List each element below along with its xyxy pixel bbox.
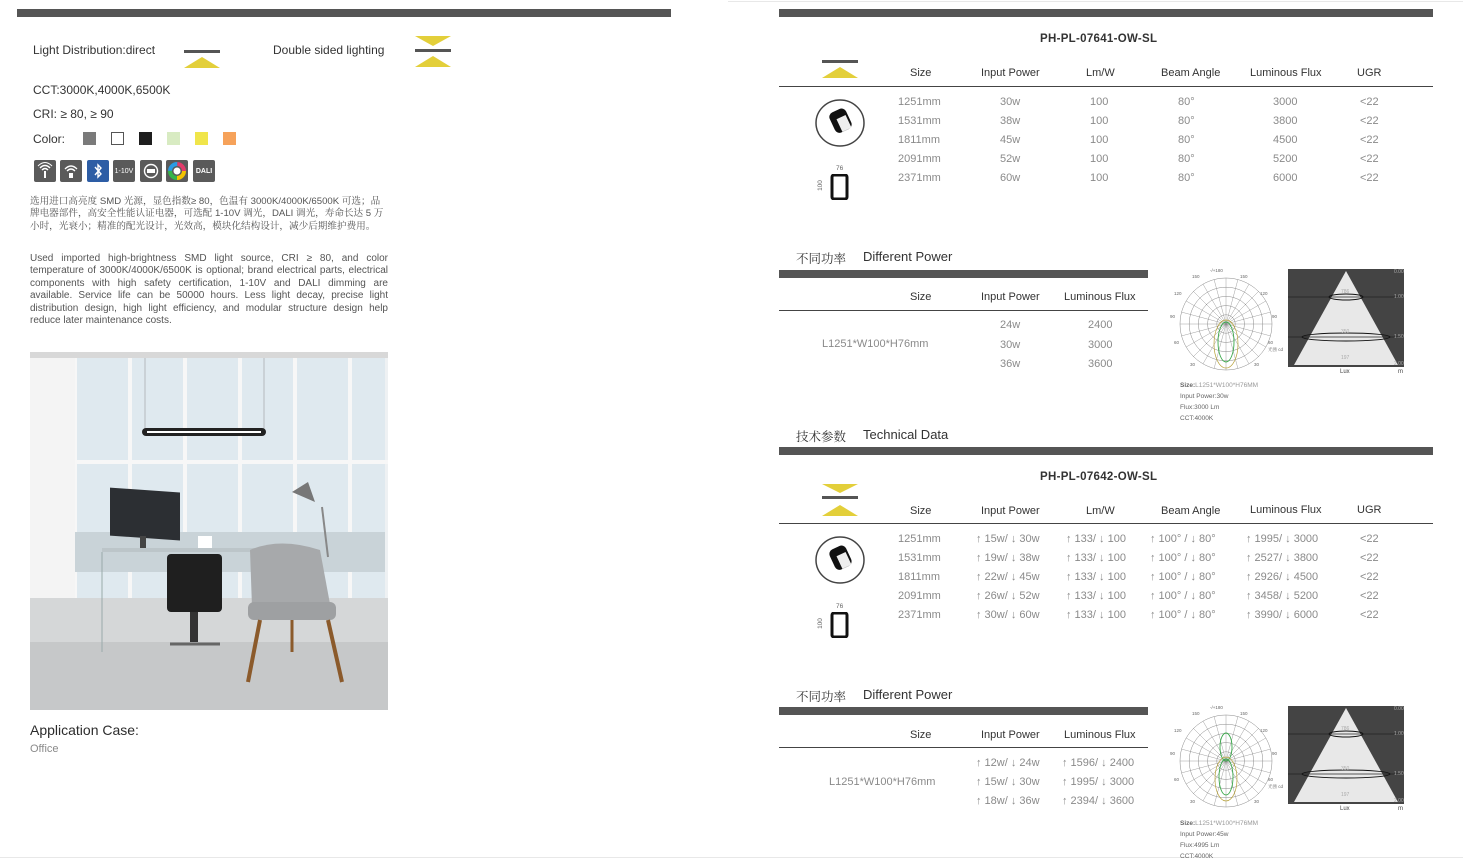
lux-label: 0.00 [1394, 706, 1404, 712]
spec-cell-ugr: <22 [1360, 590, 1379, 602]
diff-cell-input-power: 24w [1000, 319, 1021, 331]
spec-cell-input-power: 45w [1000, 134, 1021, 146]
lux-label: 197 [1341, 792, 1350, 798]
polar-label: 120 [1260, 291, 1268, 296]
polar-label: 150 [1240, 711, 1248, 716]
p2-lux-chart [1288, 706, 1404, 814]
spec-cell-ugr: <22 [1360, 134, 1379, 146]
spec-cell-beam-angle: 80° [1178, 115, 1195, 127]
spec-cell-ugr: <22 [1360, 172, 1379, 184]
bluetooth-icon [87, 160, 109, 182]
spec-cell-beam-angle: 80° [1178, 96, 1195, 108]
spec-cell-size: 1531mm [898, 115, 941, 127]
technical-data-cn: 技术参数 [796, 430, 847, 444]
p1-diff-header-size: Size [910, 291, 932, 303]
polar-label: 60 [1174, 340, 1180, 345]
lux-label: m [1398, 369, 1403, 375]
p1-photometric-cct: CCT:4000K [1180, 415, 1214, 422]
spec-cell-luminous-flux: ↑ 2926/ ↓ 4500 [1246, 571, 1319, 583]
p2-photometric-flux: Flux:4995 Lm [1180, 842, 1220, 849]
direct-light-icon [184, 48, 220, 68]
light-distribution-label: Light Distribution:direct [33, 43, 156, 57]
spec-cell-ugr: <22 [1360, 153, 1379, 165]
polar-label: 150 [1192, 711, 1200, 716]
p2-header-size: Size [910, 505, 932, 517]
p2-diff-size: L1251*W100*H76mm [829, 776, 936, 788]
spec-cell-ugr: <22 [1360, 533, 1379, 545]
spec-cell-lmw: 100 [1090, 153, 1109, 165]
spec-cell-lmw: 100 [1090, 115, 1109, 127]
spec-cell-lmw: 100 [1090, 134, 1109, 146]
p2-diff-rule [779, 747, 1148, 748]
double-sided-label: Double sided lighting [273, 43, 385, 57]
polar-label: 120 [1174, 291, 1182, 296]
spec-cell-beam-angle: ↑ 100° / ↓ 80° [1150, 609, 1216, 621]
spec-cell-input-power: 30w [1000, 96, 1021, 108]
p1-diff-power-bar [779, 270, 1148, 278]
lux-cone-diagram [1288, 269, 1404, 367]
diff-cell-input-power: 30w [1000, 338, 1021, 351]
color-swatch-gray [83, 132, 96, 145]
p2-diff-power-cn: 不同功率 [796, 690, 847, 704]
lux-label: 0.00 [1394, 269, 1404, 275]
polar-label: 60 [1174, 777, 1180, 782]
color-swatch-white [111, 132, 124, 145]
polar-diagram [1172, 268, 1282, 376]
p1-diff-rule [779, 310, 1148, 311]
p2-diff-header-size: Size [910, 729, 932, 741]
p2-header-luminous-flux: Luminous Flux [1250, 504, 1322, 516]
polar-label: 60 [1268, 777, 1274, 782]
spec-cell-luminous-flux: 6000 [1273, 172, 1298, 184]
spec-cell-beam-angle: ↑ 100° / ↓ 80° [1150, 552, 1216, 564]
page-edge-line [728, 1, 1463, 2]
spec-cell-lmw: ↑ 133/ ↓ 100 [1066, 552, 1126, 564]
lux-label: 350 [1341, 766, 1350, 772]
p1-diff-header-input-power: Input Power [981, 291, 1040, 303]
color-swatch-black [139, 132, 152, 145]
spec-cell-size: 1251mm [898, 96, 941, 108]
lux-label: 1.00 [1394, 294, 1404, 300]
spec-cell-size: 1811mm [898, 571, 940, 583]
polar-label: 光強 cd [1268, 347, 1284, 352]
spec-cell-luminous-flux: ↑ 1995/ ↓ 3000 [1246, 533, 1319, 545]
spec-cell-luminous-flux: ↑ 2527/ ↓ 3800 [1246, 552, 1319, 564]
spec-cell-size: 1531mm [898, 552, 941, 564]
description-english: Used imported high-brightness SMD light source, CRI ≥ 80, and color temperature of 3000K/4000K/6500K is optional; brand electrical parts, electrical components with high safety certification, 1-10V and DALI dimming are available. Service life can be 50000 hours. Less light decay, precise light distribution design, high light efficiency, and modular structure design help reduce later maintenance costs. [30, 253, 388, 327]
diff-cell-luminous-flux: 3600 [1088, 358, 1113, 370]
polar-label: 30 [1254, 362, 1260, 367]
spec-cell-input-power: ↑ 26w/ ↓ 52w [976, 590, 1040, 602]
lux-label: 1.00 [1394, 731, 1404, 737]
diff-cell-input-power: ↑ 18w/ ↓ 36w [976, 795, 1040, 807]
spec-cell-size: 2091mm [898, 153, 941, 165]
p1-photometric-size: Size:L1251*W100*H76MM [1180, 382, 1259, 389]
p1-header-size: Size [910, 67, 932, 79]
spec-cell-size: 1251mm [898, 533, 941, 545]
p2-diff-header-input-power: Input Power [981, 729, 1040, 741]
spec-cell-input-power: ↑ 22w/ ↓ 45w [976, 571, 1040, 583]
product2-double-icon [822, 483, 858, 517]
dali-icon: DALI [193, 160, 215, 182]
left-header-bar [17, 9, 671, 17]
spec-cell-luminous-flux: 5200 [1273, 153, 1298, 165]
p2-header-lmw: Lm/W [1086, 505, 1115, 517]
p2-table-rule [779, 523, 1433, 524]
diff-cell-input-power: ↑ 15w/ ↓ 30w [976, 776, 1040, 788]
rgb-icon [166, 160, 188, 182]
description-chinese: 选用进口高亮度 SMD 光源，显色指数≥ 80，色温有 3000K/4000K/6500K 可选；品牌电器部件，高安全性能认证电器，可选配 1-10V 调光，DALI 调光，寿命长达 5 万小时，光衰小；精准的配光设计，光效高，模块化结构设计，减少后期维护费用。 [30, 196, 384, 232]
spec-cell-input-power: 38w [1000, 115, 1021, 127]
lux-label: 1.50 [1394, 334, 1404, 340]
polar-label: 30 [1190, 799, 1196, 804]
lux-label: Lux [1340, 806, 1350, 812]
spec-cell-ugr: <22 [1360, 571, 1379, 583]
diff-cell-luminous-flux: ↑ 2394/ ↓ 3600 [1062, 795, 1135, 807]
spec-cell-input-power: 52w [1000, 153, 1021, 165]
spec-cell-input-power: ↑ 30w/ ↓ 60w [976, 609, 1040, 621]
p2-photometric-power: Input Power:45w [1180, 831, 1229, 838]
p1-dim-height: 100 [816, 180, 824, 191]
diff-cell-luminous-flux: ↑ 1995/ ↓ 3000 [1062, 776, 1135, 788]
spec-cell-beam-angle: 80° [1178, 172, 1195, 184]
spec-cell-input-power: ↑ 15w/ ↓ 30w [976, 533, 1040, 545]
p1-dim-width: 76 [836, 165, 844, 172]
lux-label: 786 [1341, 289, 1350, 295]
spec-cell-input-power: ↑ 19w/ ↓ 38w [976, 552, 1040, 564]
spec-cell-luminous-flux: 3000 [1273, 96, 1298, 108]
polar-label: 90 [1170, 314, 1176, 319]
spec-cell-size: 2371mm [898, 609, 941, 621]
lux-label: Lux [1340, 369, 1350, 375]
polar-diagram [1172, 705, 1282, 813]
spec-cell-lmw: 100 [1090, 96, 1109, 108]
p1-polar-chart [1172, 268, 1282, 376]
spec-cell-beam-angle: 80° [1178, 134, 1195, 146]
polar-label: 120 [1260, 728, 1268, 733]
polar-label: 光強 cd [1268, 784, 1284, 789]
lux-label: 2.00 [1394, 798, 1404, 804]
product1-cross-section-icon [830, 174, 850, 200]
color-swatch-yellow [195, 132, 208, 145]
cri-text: CRI: ≥ 80, ≥ 90 [33, 107, 114, 121]
spec-cell-lmw: ↑ 133/ ↓ 100 [1066, 533, 1126, 545]
spec-cell-size: 1811mm [898, 134, 940, 146]
color-swatch-light-green [167, 132, 180, 145]
p1-header-lmw: Lm/W [1086, 67, 1115, 79]
cct-text: CCT:3000K,4000K,6500K [33, 83, 171, 97]
product1-header-bar [779, 9, 1433, 17]
p1-table-rule [779, 86, 1433, 87]
p1-photometric-flux: Flux:3000 Lm [1180, 404, 1220, 411]
diff-cell-luminous-flux: 2400 [1088, 319, 1113, 331]
product2-model: PH-PL-07642-OW-SL [1040, 471, 1158, 483]
lux-label: 2.00 [1394, 361, 1404, 367]
p2-header-input-power: Input Power [981, 505, 1040, 517]
p2-header-ugr: UGR [1357, 504, 1382, 516]
polar-label: 60 [1268, 340, 1274, 345]
lux-label: 197 [1341, 355, 1350, 361]
spec-cell-luminous-flux: 3800 [1273, 115, 1298, 127]
p1-photometric-power: Input Power:30w [1180, 393, 1229, 400]
p2-photometric-cct: CCT:4000K [1180, 853, 1214, 859]
lux-label: 786 [1341, 726, 1350, 732]
spec-cell-beam-angle: ↑ 100° / ↓ 80° [1150, 590, 1216, 602]
p1-diff-power-cn: 不同功率 [796, 252, 847, 266]
spec-cell-size: 2091mm [898, 590, 941, 602]
p2-diff-header-luminous-flux: Luminous Flux [1064, 729, 1136, 741]
p2-diff-power-bar [779, 707, 1148, 715]
polar-label: 30 [1254, 799, 1260, 804]
polar-label: -/+180 [1210, 268, 1223, 273]
page-bottom-line [0, 857, 1463, 858]
spec-cell-size: 2371mm [898, 172, 941, 184]
p2-dim-height: 100 [816, 618, 824, 629]
1-10v-icon: 1-10V [113, 160, 135, 182]
product2-header-bar [779, 447, 1433, 455]
spec-cell-beam-angle: 80° [1178, 153, 1195, 165]
application-case-title: Application Case: [30, 722, 139, 738]
product1-model: PH-PL-07641-OW-SL [1040, 33, 1158, 45]
spec-cell-beam-angle: ↑ 100° / ↓ 80° [1150, 571, 1216, 583]
application-case-value: Office [30, 743, 59, 755]
lux-label: m [1398, 806, 1403, 812]
p2-header-beam-angle: Beam Angle [1161, 505, 1221, 517]
spec-cell-luminous-flux: 4500 [1273, 134, 1298, 146]
color-swatch-orange [223, 132, 236, 145]
spec-cell-beam-angle: ↑ 100° / ↓ 80° [1150, 533, 1216, 545]
diff-cell-luminous-flux: ↑ 1596/ ↓ 2400 [1062, 757, 1135, 769]
p2-diff-power-en: Different Power [863, 687, 953, 702]
polar-label: 90 [1272, 314, 1278, 319]
technical-data-en: Technical Data [863, 427, 949, 442]
diff-cell-input-power: 36w [1000, 358, 1021, 370]
p1-diff-power-en: Different Power [863, 249, 953, 264]
diff-cell-luminous-flux: 3000 [1088, 338, 1113, 351]
p1-header-beam-angle: Beam Angle [1161, 67, 1221, 79]
wireless-icon [34, 160, 56, 182]
double-sided-icon [415, 35, 451, 69]
p1-diff-header-luminous-flux: Luminous Flux [1064, 291, 1136, 303]
office-application-photo [30, 352, 388, 710]
spec-cell-ugr: <22 [1360, 96, 1379, 108]
color-label: Color: [33, 132, 66, 146]
diff-cell-input-power: ↑ 12w/ ↓ 24w [976, 757, 1040, 769]
dimmer-icon [140, 160, 162, 182]
sensor-icon [60, 160, 82, 182]
product2-cross-section-icon [830, 612, 850, 638]
p1-diff-size: L1251*W100*H76mm [822, 338, 929, 350]
product1-direct-icon [822, 59, 858, 79]
polar-label: 30 [1190, 362, 1196, 367]
polar-label: 90 [1272, 751, 1278, 756]
spec-cell-lmw: ↑ 133/ ↓ 100 [1066, 571, 1126, 583]
product1-profile-image [814, 98, 866, 148]
p2-polar-chart [1172, 705, 1282, 813]
polar-label: 150 [1192, 274, 1200, 279]
lux-cone-diagram [1288, 706, 1404, 804]
spec-cell-input-power: 60w [1000, 172, 1021, 184]
spec-cell-lmw: ↑ 133/ ↓ 100 [1066, 590, 1126, 602]
polar-label: 150 [1240, 274, 1248, 279]
p1-header-luminous-flux: Luminous Flux [1250, 67, 1322, 79]
spec-cell-lmw: 100 [1090, 172, 1109, 184]
lux-label: 1.50 [1394, 771, 1404, 777]
product2-profile-image [814, 535, 866, 585]
polar-label: 90 [1170, 751, 1176, 756]
p2-dim-width: 76 [836, 603, 844, 610]
spec-cell-luminous-flux: ↑ 3458/ ↓ 5200 [1246, 590, 1319, 602]
spec-cell-luminous-flux: ↑ 3990/ ↓ 6000 [1246, 609, 1319, 621]
polar-label: -/+180 [1210, 705, 1223, 710]
p1-lux-chart [1288, 269, 1404, 377]
spec-cell-ugr: <22 [1360, 552, 1379, 564]
p1-header-ugr: UGR [1357, 67, 1382, 79]
spec-cell-ugr: <22 [1360, 609, 1379, 621]
p1-header-input-power: Input Power [981, 67, 1040, 79]
lux-label: 350 [1341, 329, 1350, 335]
polar-label: 120 [1174, 728, 1182, 733]
spec-cell-lmw: ↑ 133/ ↓ 100 [1066, 609, 1126, 621]
spec-cell-ugr: <22 [1360, 115, 1379, 127]
p2-photometric-size: Size:L1251*W100*H76MM [1180, 820, 1259, 827]
